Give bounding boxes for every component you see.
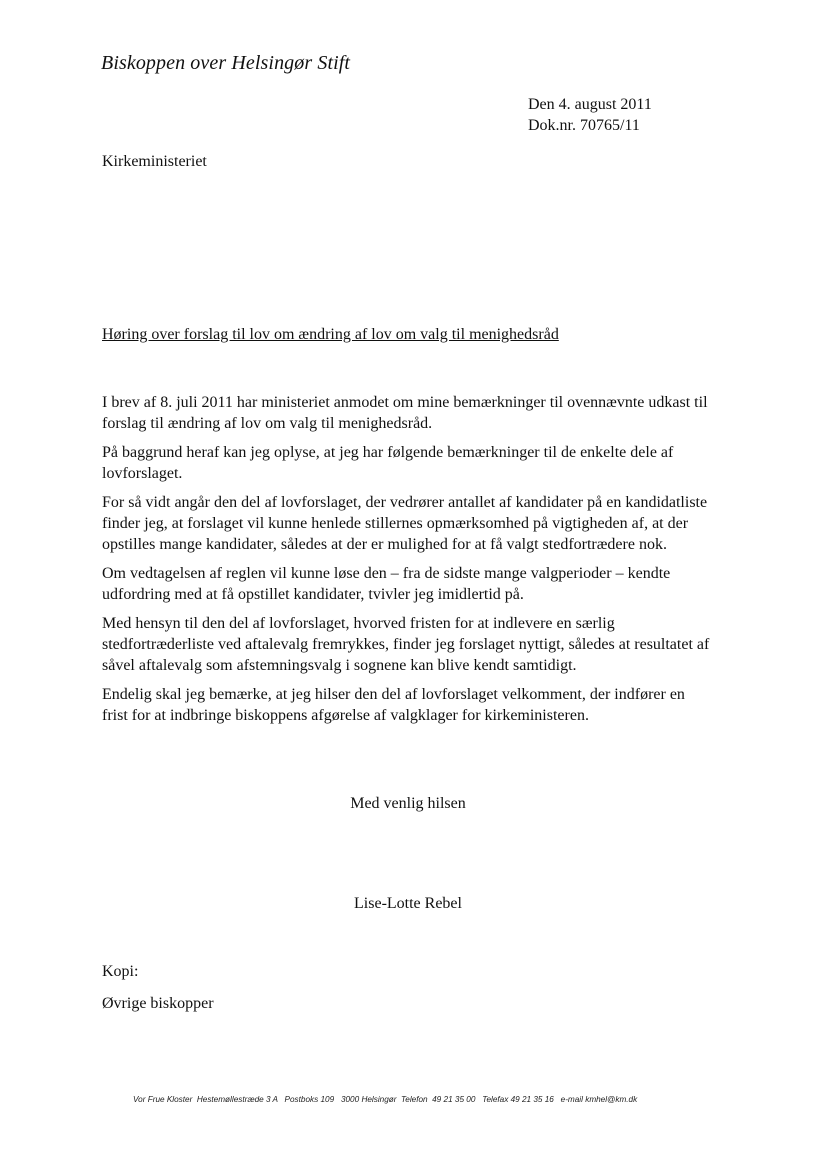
body-paragraph: Med hensyn til den del af lovforslaget, hvorved fristen for at indlevere en særlig stedfortræderliste ved aftalevalg fremrykkes, finder jeg forslaget nyttigt, således at resultatet af såvel aftalevalg som afstemningsvalg i sognene kan blive kendt samtidigt. <box>102 615 710 674</box>
letter-body <box>102 392 714 734</box>
footer-contact: Vor Frue Kloster Hestemøllestræde 3 A Postboks 109 3000 Helsingør Telefon 49 21 35 00 Telefax 49 21 35 16 e-mail kmhel@km.dk <box>133 1095 638 1104</box>
document-meta <box>528 94 652 136</box>
body-paragraph: På baggrund heraf kan jeg oplyse, at jeg har følgende bemærkninger til de enkelte dele af lovforslaget. <box>102 444 674 482</box>
document-number: Dok.nr. 70765/11 <box>528 117 640 134</box>
recipient: Kirkeministeriet <box>102 153 207 170</box>
letter-date: Den 4. august 2011 <box>528 96 652 113</box>
subject-line: Høring over forslag til lov om ændring af lov om valg til menighedsråd <box>102 326 559 343</box>
signature-name: Lise-Lotte Rebel <box>354 895 462 912</box>
body-paragraph: For så vidt angår den del af lovforslaget, der vedrører antallet af kandidater på en kandidatliste finder jeg, at forslaget vil kunne henlede stillernes opmærksomhed på vigtigheden af, at der opstilles mange kandidater, således at der er mulighed for at få valgt stedfortrædere nok. <box>102 494 708 553</box>
body-paragraph: Om vedtagelsen af reglen vil kunne løse den – fra de sidste mange valgperioder – kendte udfordring med at få opstillet kandidater, tvivler jeg imidlertid på. <box>102 565 671 603</box>
copy-label: Kopi: <box>102 963 139 980</box>
letterhead: Biskoppen over Helsingør Stift <box>101 52 351 74</box>
body-paragraph: Endelig skal jeg bemærke, at jeg hilser den del af lovforslaget velkomment, der indfører en frist for at indbringe biskoppens afgørelse af valgklager for kirkeministeren. <box>102 686 685 724</box>
copy-recipient: Øvrige biskopper <box>102 995 214 1012</box>
closing-greeting: Med venlig hilsen <box>350 795 466 812</box>
body-paragraph: I brev af 8. juli 2011 har ministeriet anmodet om mine bemærkninger til ovennævnte udkast til forslag til ændring af lov om valg til menighedsråd. <box>102 394 708 432</box>
